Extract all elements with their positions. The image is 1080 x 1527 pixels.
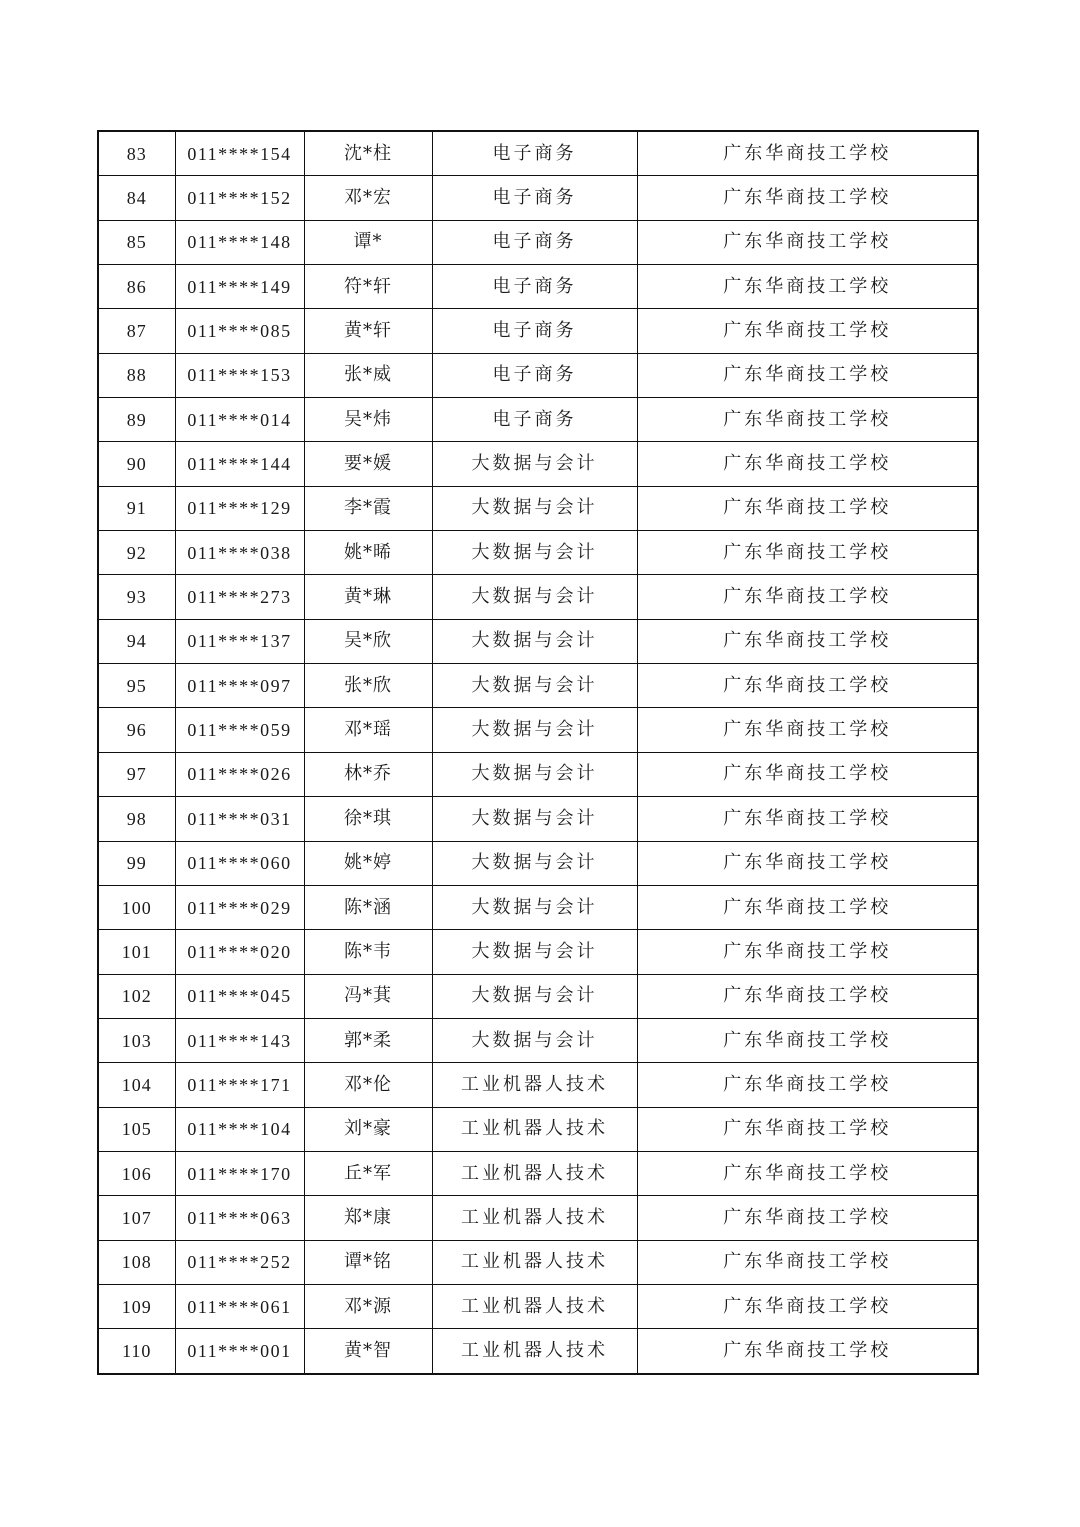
student-id-cell: 011****045	[175, 974, 304, 1018]
row-number-cell: 85	[98, 220, 175, 264]
student-name-cell: 邓*宏	[304, 176, 432, 220]
student-name-cell: 邓*伦	[304, 1063, 432, 1107]
major-cell: 大数据与会计	[432, 974, 637, 1018]
major-cell: 大数据与会计	[432, 752, 637, 796]
student-name-cell: 黄*轩	[304, 309, 432, 353]
school-cell: 广东华商技工学校	[637, 841, 978, 885]
table-row	[98, 752, 978, 796]
student-id-cell: 011****170	[175, 1151, 304, 1195]
major-cell: 大数据与会计	[432, 841, 637, 885]
table-row	[98, 442, 978, 486]
student-name-cell: 吴*炜	[304, 398, 432, 442]
student-name-cell: 陈*涵	[304, 885, 432, 929]
table-row	[98, 797, 978, 841]
major-cell: 工业机器人技术	[432, 1107, 637, 1151]
major-cell: 大数据与会计	[432, 708, 637, 752]
major-cell: 电子商务	[432, 131, 637, 176]
student-name-cell: 沈*柱	[304, 131, 432, 176]
student-id-cell: 011****020	[175, 930, 304, 974]
school-cell: 广东华商技工学校	[637, 131, 978, 176]
school-cell: 广东华商技工学校	[637, 752, 978, 796]
major-cell: 大数据与会计	[432, 619, 637, 663]
row-number-cell: 106	[98, 1151, 175, 1195]
student-name-cell: 吴*欣	[304, 619, 432, 663]
row-number-cell: 107	[98, 1196, 175, 1240]
row-number-cell: 95	[98, 664, 175, 708]
student-id-cell: 011****063	[175, 1196, 304, 1240]
student-id-cell: 011****038	[175, 531, 304, 575]
student-id-cell: 011****137	[175, 619, 304, 663]
student-id-cell: 011****149	[175, 265, 304, 309]
school-cell: 广东华商技工学校	[637, 353, 978, 397]
major-cell: 工业机器人技术	[432, 1240, 637, 1284]
row-number-cell: 88	[98, 353, 175, 397]
student-id-cell: 011****171	[175, 1063, 304, 1107]
table-row	[98, 1018, 978, 1062]
school-cell: 广东华商技工学校	[637, 708, 978, 752]
row-number-cell: 110	[98, 1329, 175, 1374]
table-row	[98, 841, 978, 885]
student-id-cell: 011****061	[175, 1284, 304, 1328]
school-cell: 广东华商技工学校	[637, 797, 978, 841]
row-number-cell: 98	[98, 797, 175, 841]
row-number-cell: 108	[98, 1240, 175, 1284]
student-id-cell: 011****154	[175, 131, 304, 176]
major-cell: 大数据与会计	[432, 1018, 637, 1062]
table-row	[98, 531, 978, 575]
school-cell: 广东华商技工学校	[637, 1284, 978, 1328]
table-row	[98, 885, 978, 929]
row-number-cell: 84	[98, 176, 175, 220]
major-cell: 电子商务	[432, 309, 637, 353]
school-cell: 广东华商技工学校	[637, 1329, 978, 1374]
major-cell: 大数据与会计	[432, 442, 637, 486]
row-number-cell: 90	[98, 442, 175, 486]
table-row	[98, 1196, 978, 1240]
major-cell: 大数据与会计	[432, 930, 637, 974]
major-cell: 大数据与会计	[432, 797, 637, 841]
school-cell: 广东华商技工学校	[637, 1151, 978, 1195]
student-name-cell: 张*欣	[304, 664, 432, 708]
table-row	[98, 664, 978, 708]
table-row	[98, 176, 978, 220]
school-cell: 广东华商技工学校	[637, 442, 978, 486]
table-row	[98, 619, 978, 663]
student-name-cell: 张*威	[304, 353, 432, 397]
student-id-cell: 011****153	[175, 353, 304, 397]
table-row	[98, 1063, 978, 1107]
row-number-cell: 99	[98, 841, 175, 885]
student-id-cell: 011****026	[175, 752, 304, 796]
row-number-cell: 96	[98, 708, 175, 752]
school-cell: 广东华商技工学校	[637, 1240, 978, 1284]
row-number-cell: 102	[98, 974, 175, 1018]
row-number-cell: 105	[98, 1107, 175, 1151]
student-id-cell: 011****143	[175, 1018, 304, 1062]
table-row	[98, 265, 978, 309]
student-id-cell: 011****001	[175, 1329, 304, 1374]
student-id-cell: 011****014	[175, 398, 304, 442]
student-name-cell: 郭*柔	[304, 1018, 432, 1062]
school-cell: 广东华商技工学校	[637, 1063, 978, 1107]
table-row	[98, 353, 978, 397]
student-name-cell: 冯*萁	[304, 974, 432, 1018]
student-id-cell: 011****085	[175, 309, 304, 353]
table-row	[98, 220, 978, 264]
row-number-cell: 91	[98, 486, 175, 530]
school-cell: 广东华商技工学校	[637, 265, 978, 309]
school-cell: 广东华商技工学校	[637, 486, 978, 530]
student-id-cell: 011****129	[175, 486, 304, 530]
major-cell: 大数据与会计	[432, 486, 637, 530]
student-name-cell: 郑*康	[304, 1196, 432, 1240]
student-id-cell: 011****104	[175, 1107, 304, 1151]
student-id-cell: 011****060	[175, 841, 304, 885]
student-name-cell: 谭*	[304, 220, 432, 264]
table-row	[98, 398, 978, 442]
school-cell: 广东华商技工学校	[637, 398, 978, 442]
school-cell: 广东华商技工学校	[637, 575, 978, 619]
roster-table	[97, 130, 979, 1375]
student-name-cell: 姚*晞	[304, 531, 432, 575]
table-row	[98, 708, 978, 752]
school-cell: 广东华商技工学校	[637, 220, 978, 264]
major-cell: 大数据与会计	[432, 531, 637, 575]
school-cell: 广东华商技工学校	[637, 176, 978, 220]
student-name-cell: 邓*源	[304, 1284, 432, 1328]
row-number-cell: 87	[98, 309, 175, 353]
student-name-cell: 徐*琪	[304, 797, 432, 841]
student-id-cell: 011****148	[175, 220, 304, 264]
student-name-cell: 丘*军	[304, 1151, 432, 1195]
row-number-cell: 92	[98, 531, 175, 575]
student-id-cell: 011****097	[175, 664, 304, 708]
student-name-cell: 林*乔	[304, 752, 432, 796]
student-name-cell: 黄*智	[304, 1329, 432, 1374]
table-row	[98, 486, 978, 530]
major-cell: 电子商务	[432, 220, 637, 264]
major-cell: 大数据与会计	[432, 664, 637, 708]
row-number-cell: 104	[98, 1063, 175, 1107]
student-id-cell: 011****252	[175, 1240, 304, 1284]
school-cell: 广东华商技工学校	[637, 930, 978, 974]
row-number-cell: 94	[98, 619, 175, 663]
major-cell: 工业机器人技术	[432, 1151, 637, 1195]
student-id-cell: 011****152	[175, 176, 304, 220]
school-cell: 广东华商技工学校	[637, 885, 978, 929]
school-cell: 广东华商技工学校	[637, 1018, 978, 1062]
student-name-cell: 要*媛	[304, 442, 432, 486]
table-row	[98, 1240, 978, 1284]
student-name-cell: 邓*瑶	[304, 708, 432, 752]
table-row	[98, 575, 978, 619]
major-cell: 工业机器人技术	[432, 1329, 637, 1374]
major-cell: 工业机器人技术	[432, 1196, 637, 1240]
major-cell: 电子商务	[432, 353, 637, 397]
table-row	[98, 1284, 978, 1328]
school-cell: 广东华商技工学校	[637, 1196, 978, 1240]
row-number-cell: 100	[98, 885, 175, 929]
major-cell: 电子商务	[432, 176, 637, 220]
major-cell: 工业机器人技术	[432, 1063, 637, 1107]
row-number-cell: 83	[98, 131, 175, 176]
row-number-cell: 89	[98, 398, 175, 442]
major-cell: 电子商务	[432, 398, 637, 442]
school-cell: 广东华商技工学校	[637, 531, 978, 575]
student-name-cell: 谭*铭	[304, 1240, 432, 1284]
row-number-cell: 86	[98, 265, 175, 309]
student-id-cell: 011****059	[175, 708, 304, 752]
student-name-cell: 符*轩	[304, 265, 432, 309]
row-number-cell: 103	[98, 1018, 175, 1062]
student-name-cell: 刘*豪	[304, 1107, 432, 1151]
school-cell: 广东华商技工学校	[637, 619, 978, 663]
table-row	[98, 974, 978, 1018]
row-number-cell: 101	[98, 930, 175, 974]
school-cell: 广东华商技工学校	[637, 1107, 978, 1151]
student-id-cell: 011****273	[175, 575, 304, 619]
table-row	[98, 1329, 978, 1374]
table-row	[98, 1107, 978, 1151]
school-cell: 广东华商技工学校	[637, 974, 978, 1018]
student-id-cell: 011****144	[175, 442, 304, 486]
student-name-cell: 李*霞	[304, 486, 432, 530]
table-row	[98, 131, 978, 176]
table-row	[98, 930, 978, 974]
student-name-cell: 陈*韦	[304, 930, 432, 974]
row-number-cell: 93	[98, 575, 175, 619]
student-name-cell: 姚*婷	[304, 841, 432, 885]
major-cell: 电子商务	[432, 265, 637, 309]
row-number-cell: 109	[98, 1284, 175, 1328]
school-cell: 广东华商技工学校	[637, 309, 978, 353]
major-cell: 工业机器人技术	[432, 1284, 637, 1328]
roster-table-body	[98, 131, 978, 1374]
major-cell: 大数据与会计	[432, 575, 637, 619]
row-number-cell: 97	[98, 752, 175, 796]
student-id-cell: 011****029	[175, 885, 304, 929]
table-row	[98, 309, 978, 353]
table-row	[98, 1151, 978, 1195]
major-cell: 大数据与会计	[432, 885, 637, 929]
school-cell: 广东华商技工学校	[637, 664, 978, 708]
student-id-cell: 011****031	[175, 797, 304, 841]
student-name-cell: 黄*琳	[304, 575, 432, 619]
